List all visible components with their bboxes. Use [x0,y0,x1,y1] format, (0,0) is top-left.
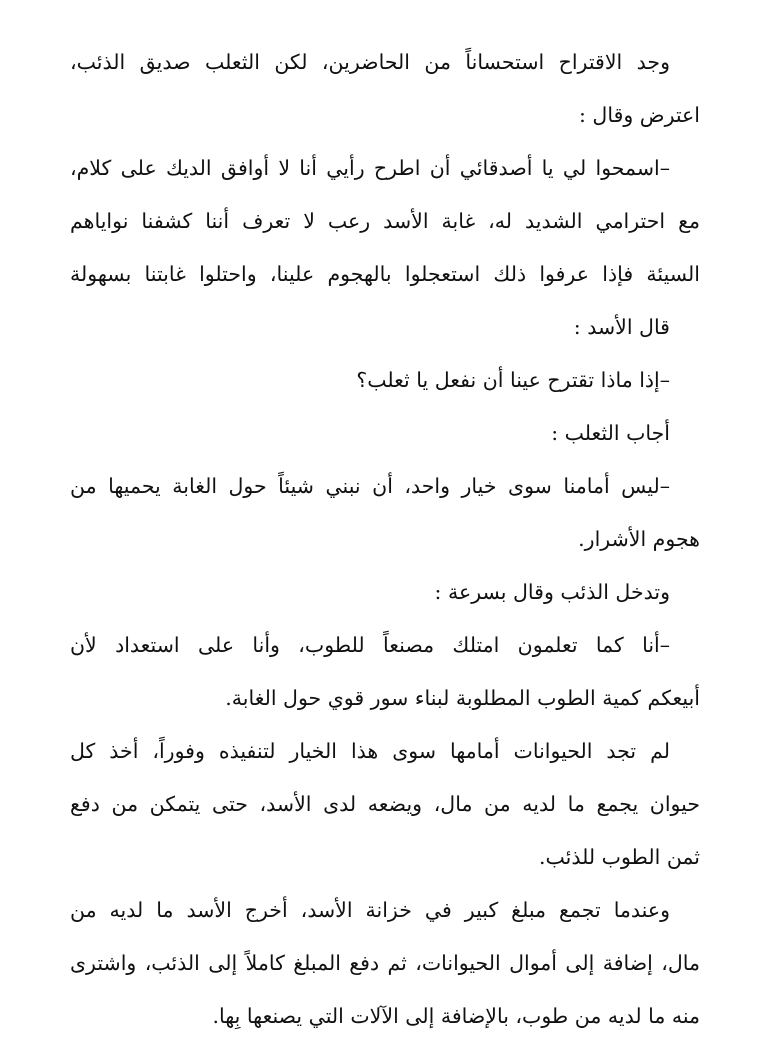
text-line: قال الأسد : [573,315,670,339]
text-line: أجاب الثعلب : [551,421,670,445]
text-line: –اسمحوا لي يا أصدقائي أن اطرح رأيي أنا لا أوافق الديك على كلام، [70,156,670,180]
text-line: وعندما تجمع مبلغ كبير في خزانة الأسد، أخرج الأسد ما لديه من [70,898,670,922]
text-line: السيئة فإذا عرفوا ذلك استعجلوا بالهجوم علينا، واحتلوا غابتنا بسهولة [70,262,700,286]
text-line: وجد الاقتراح استحساناً من الحاضرين، لكن الثعلب صديق الذئب، [70,50,670,74]
text-line: منه ما لديه من طوب، بالإضافة إلى الآلات التي يصنعها بِها. [212,1004,700,1028]
text-line: أبيعكم كمية الطوب المطلوبة لبناء سور قوي حول الغابة. [225,686,700,710]
text-line: مع احترامي الشديد له، غابة الأسد رعب لا تعرف أننا كشفنا نواياهم [70,209,700,233]
text-line: لم تجد الحيوانات أمامها سوى هذا الخيار لتنفيذه وفوراً، أخذ كل [70,739,670,763]
text-line: –إذا ماذا تقترح عينا أن نفعل يا ثعلب؟ [356,368,670,392]
text-line: حيوان يجمع ما لديه من مال، ويضعه لدى الأسد، حتى يتمكن من دفع [70,792,700,816]
text-line: هجوم الأشرار. [578,527,700,551]
text-line: ثمن الطوب للذئب. [539,845,700,869]
text-line: مال، إضافة إلى أموال الحيوانات، ثم دفع المبلغ كاملاً إلى الذئب، واشترى [70,951,700,975]
text-line: –أنا كما تعلمون امتلك مصنعاً للطوب، وأنا على استعداد لأن [70,633,670,657]
text-line: وتدخل الذئب وقال بسرعة : [434,580,670,604]
text-line: اعترض وقال : [579,103,700,127]
text-line: –ليس أمامنا سوى خيار واحد، أن نبني شيئاً حول الغابة يحميها من [70,474,670,498]
